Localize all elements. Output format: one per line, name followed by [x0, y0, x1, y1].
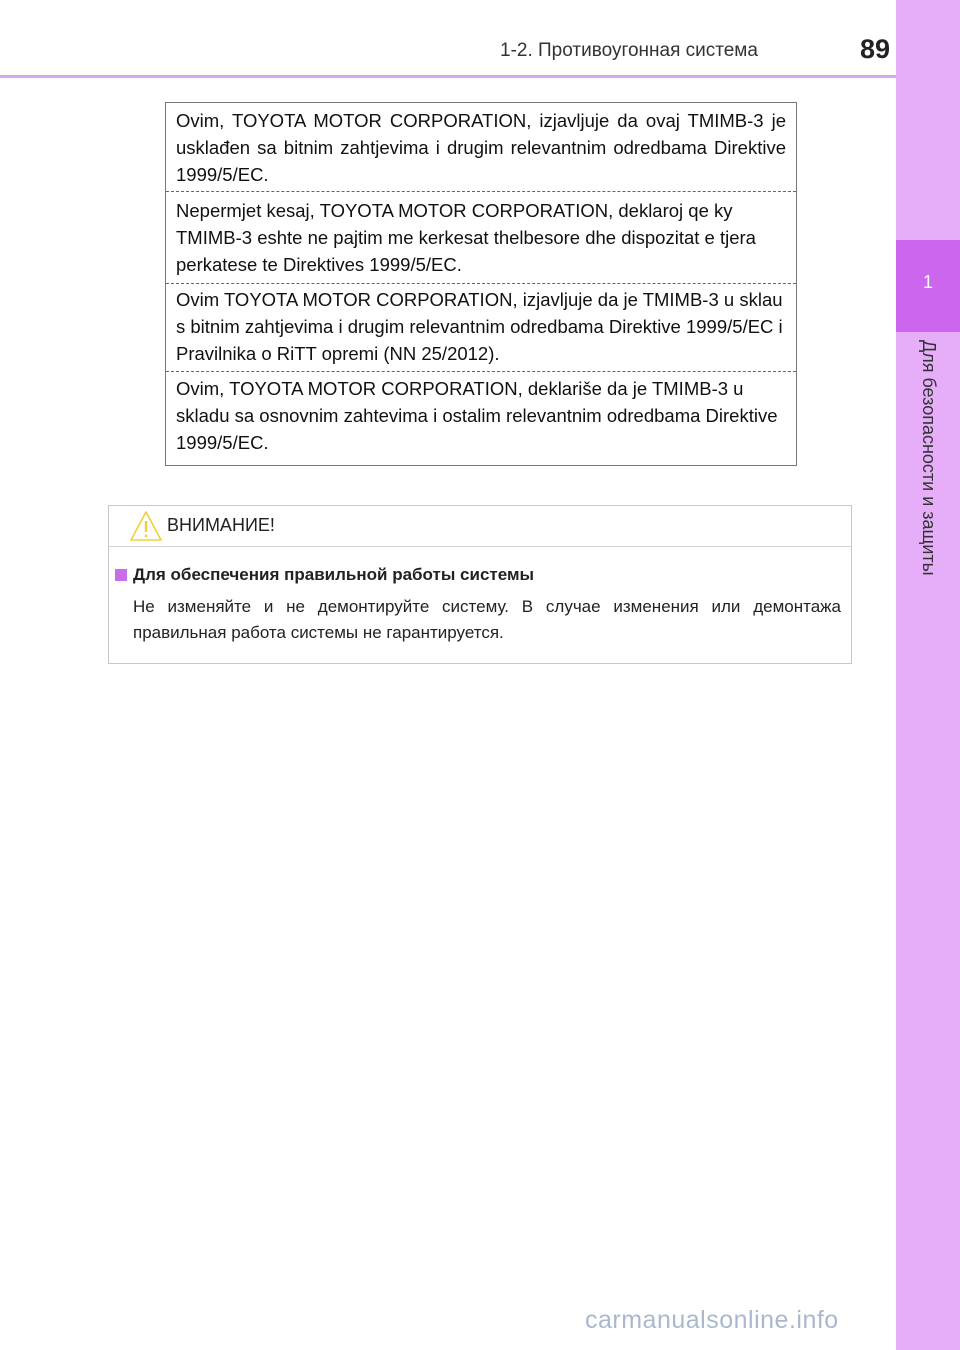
warning-triangle-icon — [129, 510, 163, 542]
declaration-separator — [166, 371, 796, 372]
section-title: 1-2. Противоугонная система — [500, 40, 758, 61]
warning-box — [108, 505, 852, 664]
chapter-title-container — [896, 340, 960, 610]
declaration-separator — [166, 191, 796, 192]
warning-text: Не изменяйте и не демонтируйте систему. В случае изменения или демонтажа правильная работа системы не гарантируется. — [133, 597, 841, 642]
declaration-bosnian: Ovim, TOYOTA MOTOR CORPORATION, izjavljuje da ovaj TMIMB-3 je usklađen sa bitnim zahtjevima i drugim relevantnim odredbama Direktive 1999/5/EC. — [176, 110, 786, 185]
page-number: 89 — [859, 34, 890, 64]
chapter-title: Для безопасности и защиты — [919, 340, 939, 576]
chapter-number: 1 — [922, 272, 933, 292]
declaration-serbian: Ovim, TOYOTA MOTOR CORPORATION, deklariše da je TMIMB-3 u skladu sa osnovnim zahtevima i ostalim relevantnim odredbama Direktive 1999/5/EC. — [176, 378, 778, 453]
declaration-albanian: Nepermjet kesaj, TOYOTA MOTOR CORPORATION, deklaroj qe ky TMIMB-3 eshte ne pajtim me kerkesat thelbesore dhe dispozitat e tjera perkatese te Direktives 1999/5/EC. — [176, 200, 756, 275]
footer-watermark: carmanualsonline.info — [585, 1306, 839, 1334]
header-divider — [0, 75, 896, 78]
declaration-separator — [166, 283, 796, 284]
warning-label: ВНИМАНИЕ! — [167, 515, 275, 535]
square-bullet-icon — [115, 569, 127, 581]
chapter-side-tab — [896, 0, 960, 1350]
declaration-croatian: Ovim TOYOTA MOTOR CORPORATION, izjavljuje da je TMIMB-3 u sklau s bitnim zahtjevima i drugim relevantnim odredbama Direktive 1999/5/EC i Pravilnika o RiTT opremi (NN 25/2012). — [176, 289, 783, 364]
warning-header — [109, 506, 851, 547]
warning-subtitle: Для обеспечения правильной работы системы — [133, 565, 535, 584]
declaration-box — [165, 102, 797, 466]
